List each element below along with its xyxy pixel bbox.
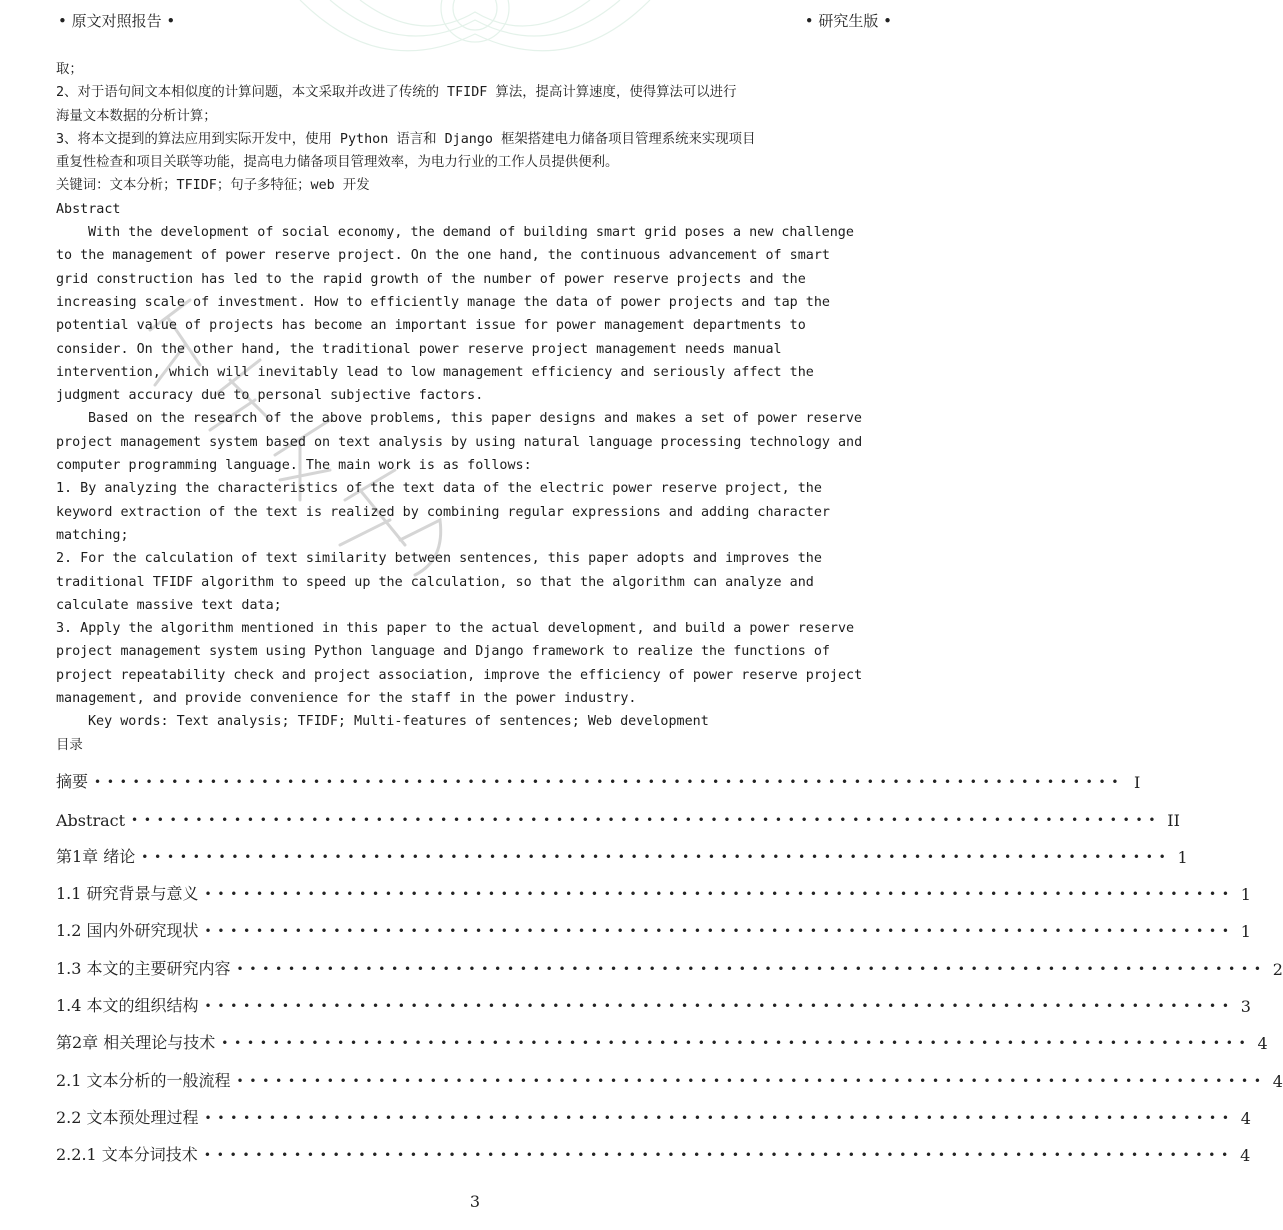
toc-entry-title: 摘要 [56, 772, 89, 792]
toc-entry-page: 2 [1272, 959, 1283, 979]
toc-entry[interactable] [56, 1016, 1268, 1054]
text-line: intervention, which will inevitably lead to low management efficiency and seriously affect the [56, 364, 814, 380]
toc-heading: 目录 [56, 737, 83, 753]
toc-entry-title: 1.3 本文的主要研究内容 [56, 958, 231, 978]
text-line: project repeatability check and project association, improve the efficiency of power reserve project [56, 667, 863, 683]
text-line: to the management of power reserve project. On the one hand, the continuous advancement of smart [56, 248, 830, 264]
text-line: computer programming language. The main work is as follows: [56, 458, 532, 474]
text-line: 3、将本文提到的算法应用到实际开发中，使用 Python 语言和 Django 框架搭建电力储备项目管理系统来实现项目 [56, 131, 756, 147]
text-line: matching; [56, 527, 129, 543]
abstract-heading: Abstract [56, 201, 121, 217]
toc-entry-page: 4 [1272, 1071, 1283, 1091]
toc-entry-page: 1 [1240, 885, 1251, 905]
text-line: 2. For the calculation of text similarity between sentences, this paper adopts and improves the [56, 551, 822, 567]
report-type-label: • 原文对照报告 • [58, 12, 176, 30]
page-number: 3 [469, 1192, 481, 1211]
toc-entry[interactable] [56, 1053, 1283, 1091]
toc-leader-dots: •••••••••••••••••••••••••••••••••••••••••••••••••••••••••••••••••••••••••••••••• [204, 999, 1235, 1014]
text-line: project management system based on text analysis by using natural language processing technology and [56, 434, 863, 450]
text-line: keyword extraction of the text is realized by combining regular expressions and adding character [56, 504, 830, 520]
text-line: Based on the research of the above problems, this paper designs and makes a set of power reserve [88, 411, 862, 427]
toc-entry-page: I [1133, 773, 1141, 793]
toc-leader-dots: •••••••••••••••••••••••••••••••••••••••••••••••••••••••••••••••••••••••••••••••• [236, 961, 1267, 976]
toc-entry[interactable] [56, 904, 1251, 942]
toc-entry-title: 第1章 绪论 [56, 846, 136, 866]
toc-leader-dots: •••••••••••••••••••••••••••••••••••••••••••••••••••••••••••••••••••••••••••••••• [131, 812, 1162, 827]
toc-leader-dots: •••••••••••••••••••••••••••••••••••••••••••••••••••••••••••••••••••••••••••••••• [94, 775, 1125, 790]
toc-entry-title: 1.2 国内外研究现状 [56, 921, 199, 941]
text-line: 取； [56, 62, 83, 77]
toc-entry[interactable] [56, 979, 1251, 1017]
toc-entry-title: 1.1 研究背景与意义 [56, 884, 199, 904]
toc-entry[interactable] [56, 1128, 1251, 1166]
toc-entry-page: 3 [1240, 997, 1251, 1017]
text-line: 1. By analyzing the characteristics of the text data of the electric power reserve project, the [56, 481, 822, 497]
text-line: 2、对于语句间文本相似度的计算问题，本文采取并改进了传统的 TFIDF 算法，提高计算速度，使得算法可以进行 [56, 85, 737, 101]
keywords-cn: 关键词：文本分析；TFIDF；句子多特征；web 开发 [56, 178, 370, 194]
text-line: judgment accuracy due to personal subjective factors. [56, 388, 484, 404]
toc-leader-dots: •••••••••••••••••••••••••••••••••••••••••••••••••••••••••••••••••••••••••••••••• [204, 924, 1235, 939]
text-line: increasing scale of investment. How to efficiently manage the data of power projects and tap the [56, 294, 830, 310]
toc-entry-page: 4 [1257, 1034, 1268, 1054]
toc-leader-dots: •••••••••••••••••••••••••••••••••••••••••••••••••••••••••••••••••••••••••••••••• [203, 1148, 1235, 1163]
toc-entry-title: 1.4 本文的组织结构 [56, 996, 199, 1016]
toc-entry[interactable] [56, 867, 1251, 905]
toc-entry-title: Abstract [56, 810, 126, 830]
toc-entry-page: 4 [1240, 1108, 1251, 1128]
text-line: 重复性检查和项目关联等功能，提高电力储备项目管理效率，为电力行业的工作人员提供便利。 [56, 155, 619, 171]
toc-entry-page: 1 [1177, 847, 1188, 867]
toc-entry-title: 第2章 相关理论与技术 [56, 1033, 216, 1053]
toc-entry[interactable] [56, 941, 1283, 979]
text-line: grid construction has led to the rapid growth of the number of power reserve projects and the [56, 271, 806, 287]
toc-leader-dots: •••••••••••••••••••••••••••••••••••••••••••••••••••••••••••••••••••••••••••••••• [221, 1036, 1252, 1051]
text-line: With the development of social economy, the demand of building smart grid poses a new challenge [88, 225, 854, 241]
text-line: management, and provide convenience for the staff in the power industry. [56, 691, 637, 707]
text-line: 海量文本数据的分析计算； [56, 108, 217, 124]
toc-leader-dots: •••••••••••••••••••••••••••••••••••••••••••••••••••••••••••••••••••••••••••••••• [204, 1110, 1235, 1125]
text-line: traditional TFIDF algorithm to speed up the calculation, so that the algorithm can analyze and [56, 574, 814, 590]
toc-entry[interactable] [56, 755, 1141, 793]
text-line: project management system using Python language and Django framework to realize the functions of [56, 644, 830, 660]
toc-entry-title: 2.2 文本预处理过程 [56, 1107, 199, 1127]
toc-leader-dots: •••••••••••••••••••••••••••••••••••••••••••••••••••••••••••••••••••••••••••••••• [141, 849, 1172, 864]
toc-entry-page: 4 [1240, 1146, 1251, 1166]
toc-entry-title: 2.1 文本分析的一般流程 [56, 1070, 231, 1090]
toc-entry[interactable] [56, 830, 1188, 867]
table-of-contents [56, 755, 1283, 1166]
toc-entry-title: 2.2.1 文本分词技术 [56, 1145, 198, 1165]
toc-leader-dots: •••••••••••••••••••••••••••••••••••••••••••••••••••••••••••••••••••••••••••••••• [236, 1073, 1267, 1088]
text-line: 3. Apply the algorithm mentioned in this paper to the actual development, and build a power reserve [56, 621, 855, 637]
text-line: potential value of projects has become an important issue for power management departments to [56, 318, 806, 334]
toc-entry-page: II [1167, 810, 1180, 830]
text-line: calculate massive text data; [56, 597, 282, 613]
toc-entry-page: 1 [1240, 922, 1251, 942]
toc-entry[interactable] [56, 1091, 1251, 1128]
text-line: consider. On the other hand, the traditional power reserve project management needs manual [56, 341, 782, 357]
toc-leader-dots: •••••••••••••••••••••••••••••••••••••••••••••••••••••••••••••••••••••••••••••••• [204, 887, 1235, 902]
keywords-en: Key words: Text analysis; TFIDF; Multi-features of sentences; Web development [88, 714, 709, 730]
edition-label: • 研究生版 • [804, 12, 892, 30]
document-body [56, 58, 886, 757]
toc-entry[interactable] [56, 792, 1180, 830]
